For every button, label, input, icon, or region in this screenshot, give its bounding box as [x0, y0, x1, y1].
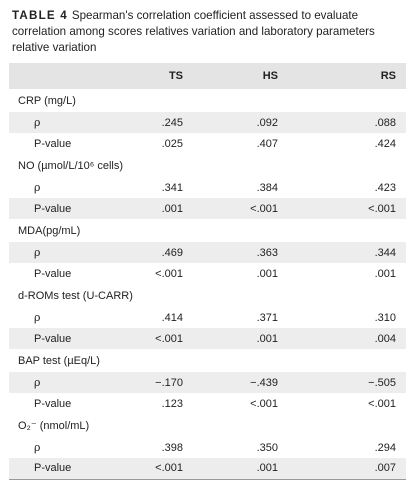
group-row [9, 154, 406, 177]
table-label: TABLE 4 [12, 9, 68, 22]
cell-value: .001 [256, 332, 278, 345]
header-cell-blank [9, 63, 119, 89]
cell-value: .414 [161, 311, 183, 324]
header-cell-ts: TS [168, 70, 183, 82]
cell-value: .384 [256, 181, 278, 194]
group-label: BAP test (µEq/L) [18, 354, 100, 367]
table-row [9, 133, 406, 154]
cell-value: .310 [374, 311, 396, 324]
table-row [9, 328, 406, 349]
row-label-pvalue: P-value [34, 397, 72, 410]
table-row [9, 458, 406, 479]
cell-value: .007 [374, 462, 396, 475]
table-row [9, 263, 406, 284]
table-row [9, 177, 406, 198]
cell-value: .001 [374, 267, 396, 280]
group-label: NO (µmol/L/10⁶ cells) [18, 159, 123, 172]
cell-value: .363 [256, 246, 278, 259]
group-row [9, 349, 406, 372]
cell-value: .001 [161, 202, 183, 215]
cell-value: .088 [374, 116, 396, 129]
correlation-table [9, 63, 406, 480]
cell-value: .092 [256, 116, 278, 129]
group-row [9, 219, 406, 242]
cell-value: .398 [161, 441, 183, 454]
cell-value: <.001 [250, 202, 278, 215]
row-label-rho: ρ [34, 246, 41, 259]
row-label-rho: ρ [34, 116, 41, 129]
group-label: MDA(pg/mL) [18, 224, 81, 237]
cell-value: .004 [374, 332, 396, 345]
header-cell-rs: RS [380, 70, 396, 82]
group-row [9, 414, 406, 437]
table-row [9, 307, 406, 328]
table-body [9, 89, 406, 479]
cell-value: <.001 [368, 202, 396, 215]
cell-value: .371 [256, 311, 278, 324]
group-label: CRP (mg/L) [18, 94, 76, 107]
row-label-pvalue: P-value [34, 202, 72, 215]
cell-value: .424 [374, 137, 396, 150]
row-label-rho: ρ [34, 181, 41, 194]
table-row [9, 112, 406, 133]
group-row [9, 89, 406, 112]
cell-value: .001 [256, 462, 278, 475]
cell-value: .423 [374, 181, 396, 194]
cell-value: .025 [161, 137, 183, 150]
cell-value: .123 [161, 397, 183, 410]
header-cell-hs: HS [262, 70, 278, 82]
row-label-pvalue: P-value [34, 137, 72, 150]
cell-value: .344 [374, 246, 396, 259]
cell-value: <.001 [155, 267, 183, 280]
cell-value: .407 [256, 137, 278, 150]
table-caption-text: Spearman's correlation coefficient assessed to evaluate correlation among scores relatives variation and laboratory parameters relative variation [12, 9, 375, 54]
table-row [9, 393, 406, 414]
cell-value: .469 [161, 246, 183, 259]
cell-value: .350 [256, 441, 278, 454]
row-label-rho: ρ [34, 441, 41, 454]
group-row [9, 284, 406, 307]
cell-value: <.001 [155, 332, 183, 345]
table-row [9, 242, 406, 263]
cell-value: .245 [161, 116, 183, 129]
cell-value: .294 [374, 441, 396, 454]
table-row [9, 437, 406, 458]
table-header-row [9, 63, 406, 89]
cell-value: <.001 [368, 397, 396, 410]
cell-value: −.505 [368, 376, 396, 389]
group-label: d-ROMs test (U-CARR) [18, 289, 133, 302]
cell-value: <.001 [155, 462, 183, 475]
table-row [9, 198, 406, 219]
group-label: O₂⁻ (nmol/mL) [18, 420, 90, 432]
cell-value: .001 [256, 267, 278, 280]
row-label-pvalue: P-value [34, 462, 72, 475]
row-label-pvalue: P-value [34, 332, 72, 345]
row-label-rho: ρ [34, 376, 41, 389]
row-label-rho: ρ [34, 311, 41, 324]
cell-value: −.439 [250, 376, 278, 389]
cell-value: −.170 [155, 376, 183, 389]
cell-value: <.001 [250, 397, 278, 410]
table-row [9, 372, 406, 393]
row-label-pvalue: P-value [34, 267, 72, 280]
cell-value: .341 [161, 181, 183, 194]
table-caption [12, 8, 406, 56]
